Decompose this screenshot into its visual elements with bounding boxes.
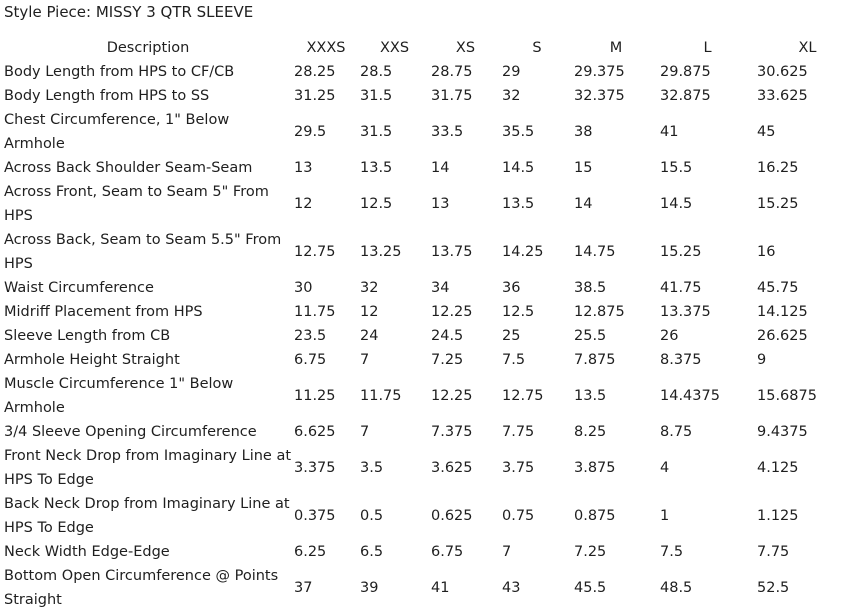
header-size: XXXS <box>306 40 346 56</box>
measurement-value: 14 <box>574 196 593 212</box>
measurement-value: 30.625 <box>757 64 808 80</box>
table-row <box>2 492 858 540</box>
header-size: L <box>703 40 712 56</box>
measurement-value: 7 <box>502 544 512 560</box>
measurement-description: Chest Circumference, 1" Below Armhole <box>4 112 230 152</box>
measurement-value: 13.25 <box>360 244 402 260</box>
measurement-value: 7.25 <box>574 544 607 560</box>
measurement-value: 29 <box>502 64 521 80</box>
measurement-value: 35.5 <box>502 124 535 140</box>
measurement-value: 7.25 <box>431 352 464 368</box>
measurement-value: 14.4375 <box>660 388 720 404</box>
header-row <box>2 36 858 60</box>
measurement-value: 14.5 <box>660 196 693 212</box>
measurement-value: 15 <box>574 160 593 176</box>
measurement-value: 31.25 <box>294 88 336 104</box>
measurement-value: 45.5 <box>574 580 607 596</box>
measurement-value: 7.375 <box>431 424 473 440</box>
measurement-description: Midriff Placement from HPS <box>4 304 203 320</box>
measurement-value: 0.75 <box>502 508 535 524</box>
measurement-value: 8.75 <box>660 424 693 440</box>
measurement-value: 6.25 <box>294 544 327 560</box>
measurement-value: 9 <box>757 352 767 368</box>
table-row <box>2 324 858 348</box>
measurement-value: 7.5 <box>660 544 684 560</box>
table-row <box>2 300 858 324</box>
measurement-value: 8.25 <box>574 424 607 440</box>
size-spec-table <box>2 36 858 612</box>
measurement-value: 31.75 <box>431 88 473 104</box>
measurement-value: 0.5 <box>360 508 384 524</box>
page-title: Style Piece: MISSY 3 QTR SLEEVE <box>4 3 254 21</box>
measurement-value: 7.875 <box>574 352 616 368</box>
measurement-value: 15.5 <box>660 160 693 176</box>
measurement-value: 12.75 <box>502 388 544 404</box>
measurement-value: 12.875 <box>574 304 625 320</box>
measurement-description: Armhole Height Straight <box>4 352 180 368</box>
table-row <box>2 276 858 300</box>
measurement-value: 3.875 <box>574 460 616 476</box>
measurement-description: Front Neck Drop from Imaginary Line at HPS To Edge <box>4 448 292 488</box>
measurement-value: 14 <box>431 160 450 176</box>
measurement-value: 12.5 <box>360 196 393 212</box>
measurement-value: 0.875 <box>574 508 616 524</box>
measurement-value: 0.375 <box>294 508 336 524</box>
measurement-value: 32 <box>360 280 379 296</box>
table-row <box>2 372 858 420</box>
table-row <box>2 180 858 228</box>
measurement-value: 13.5 <box>574 388 607 404</box>
measurement-description: Bottom Open Circumference @ Points Straight <box>4 568 279 608</box>
measurement-value: 45 <box>757 124 776 140</box>
measurement-value: 12.25 <box>431 388 473 404</box>
measurement-value: 41 <box>660 124 679 140</box>
measurement-value: 11.25 <box>294 388 336 404</box>
measurement-value: 34 <box>431 280 450 296</box>
measurement-value: 11.75 <box>294 304 336 320</box>
measurement-value: 31.5 <box>360 124 393 140</box>
measurement-value: 24.5 <box>431 328 464 344</box>
measurement-value: 16.25 <box>757 160 799 176</box>
measurement-value: 29.375 <box>574 64 625 80</box>
measurement-description: Muscle Circumference 1" Below Armhole <box>4 376 234 416</box>
measurement-value: 7.75 <box>757 544 790 560</box>
measurement-value: 28.75 <box>431 64 473 80</box>
measurement-value: 13.5 <box>360 160 393 176</box>
measurement-value: 12.75 <box>294 244 336 260</box>
measurement-value: 38.5 <box>574 280 607 296</box>
measurement-value: 29.5 <box>294 124 327 140</box>
table-row <box>2 540 858 564</box>
measurement-value: 11.75 <box>360 388 402 404</box>
measurement-value: 32 <box>502 88 521 104</box>
measurement-value: 52.5 <box>757 580 790 596</box>
measurement-value: 3.5 <box>360 460 384 476</box>
measurement-value: 32.375 <box>574 88 625 104</box>
measurement-value: 36 <box>502 280 521 296</box>
measurement-value: 7 <box>360 424 370 440</box>
measurement-value: 45.75 <box>757 280 799 296</box>
measurement-value: 24 <box>360 328 379 344</box>
measurement-value: 26 <box>660 328 679 344</box>
measurement-description: 3/4 Sleeve Opening Circumference <box>4 424 257 440</box>
measurement-value: 30 <box>294 280 313 296</box>
measurement-value: 1.125 <box>757 508 799 524</box>
header-size: XS <box>455 40 476 56</box>
measurement-value: 14.75 <box>574 244 616 260</box>
measurement-value: 25.5 <box>574 328 607 344</box>
measurement-value: 25 <box>502 328 521 344</box>
measurement-description: Waist Circumference <box>4 280 154 296</box>
measurement-value: 14.125 <box>757 304 808 320</box>
measurement-value: 23.5 <box>294 328 327 344</box>
measurement-description: Body Length from HPS to CF/CB <box>4 64 235 80</box>
measurement-value: 37 <box>294 580 313 596</box>
measurement-value: 3.375 <box>294 460 336 476</box>
measurement-value: 7.5 <box>502 352 526 368</box>
measurement-value: 38 <box>574 124 593 140</box>
measurement-value: 15.6875 <box>757 388 817 404</box>
measurement-value: 32.875 <box>660 88 711 104</box>
measurement-value: 4.125 <box>757 460 799 476</box>
measurement-value: 14.25 <box>502 244 544 260</box>
measurement-value: 13 <box>294 160 313 176</box>
table-row <box>2 564 858 612</box>
measurement-value: 9.4375 <box>757 424 808 440</box>
measurement-value: 3.625 <box>431 460 473 476</box>
measurement-value: 4 <box>660 460 670 476</box>
header-description: Description <box>106 40 190 56</box>
table-row <box>2 84 858 108</box>
measurement-value: 26.625 <box>757 328 808 344</box>
measurement-value: 7.75 <box>502 424 535 440</box>
measurement-value: 1 <box>660 508 670 524</box>
measurement-value: 41.75 <box>660 280 702 296</box>
measurement-description: Sleeve Length from CB <box>4 328 171 344</box>
header-size: M <box>609 40 623 56</box>
header-size: S <box>532 40 542 56</box>
table-row <box>2 156 858 180</box>
measurement-value: 28.5 <box>360 64 393 80</box>
measurement-value: 41 <box>431 580 450 596</box>
measurement-value: 29.875 <box>660 64 711 80</box>
measurement-description: Body Length from HPS to SS <box>4 88 210 104</box>
table-row <box>2 444 858 492</box>
table-row <box>2 228 858 276</box>
measurement-value: 13.375 <box>660 304 711 320</box>
measurement-value: 31.5 <box>360 88 393 104</box>
measurement-value: 39 <box>360 580 379 596</box>
measurement-description: Across Front, Seam to Seam 5" From HPS <box>4 184 269 224</box>
measurement-value: 12 <box>360 304 379 320</box>
measurement-value: 12.5 <box>502 304 535 320</box>
table-row <box>2 60 858 84</box>
measurement-value: 33.625 <box>757 88 808 104</box>
measurement-value: 6.5 <box>360 544 384 560</box>
measurement-value: 14.5 <box>502 160 535 176</box>
measurement-value: 13.75 <box>431 244 473 260</box>
measurement-value: 6.75 <box>431 544 464 560</box>
header-size: XL <box>798 40 817 56</box>
measurement-value: 43 <box>502 580 521 596</box>
measurement-value: 6.75 <box>294 352 327 368</box>
measurement-value: 33.5 <box>431 124 464 140</box>
measurement-value: 8.375 <box>660 352 702 368</box>
measurement-description: Across Back Shoulder Seam-Seam <box>4 160 253 176</box>
table-row <box>2 348 858 372</box>
measurement-value: 6.625 <box>294 424 336 440</box>
measurement-value: 28.25 <box>294 64 336 80</box>
table-row <box>2 108 858 156</box>
measurement-value: 0.625 <box>431 508 473 524</box>
measurement-description: Across Back, Seam to Seam 5.5" From HPS <box>4 232 282 272</box>
measurement-value: 48.5 <box>660 580 693 596</box>
table-row <box>2 420 858 444</box>
measurement-value: 13.5 <box>502 196 535 212</box>
measurement-value: 7 <box>360 352 370 368</box>
measurement-value: 15.25 <box>660 244 702 260</box>
measurement-value: 13 <box>431 196 450 212</box>
measurement-value: 12.25 <box>431 304 473 320</box>
measurement-value: 3.75 <box>502 460 535 476</box>
measurement-value: 12 <box>294 196 313 212</box>
measurement-description: Back Neck Drop from Imaginary Line at HPS To Edge <box>4 496 290 536</box>
measurement-value: 15.25 <box>757 196 799 212</box>
header-size: XXS <box>379 40 410 56</box>
measurement-value: 16 <box>757 244 776 260</box>
measurement-description: Neck Width Edge-Edge <box>4 544 170 560</box>
